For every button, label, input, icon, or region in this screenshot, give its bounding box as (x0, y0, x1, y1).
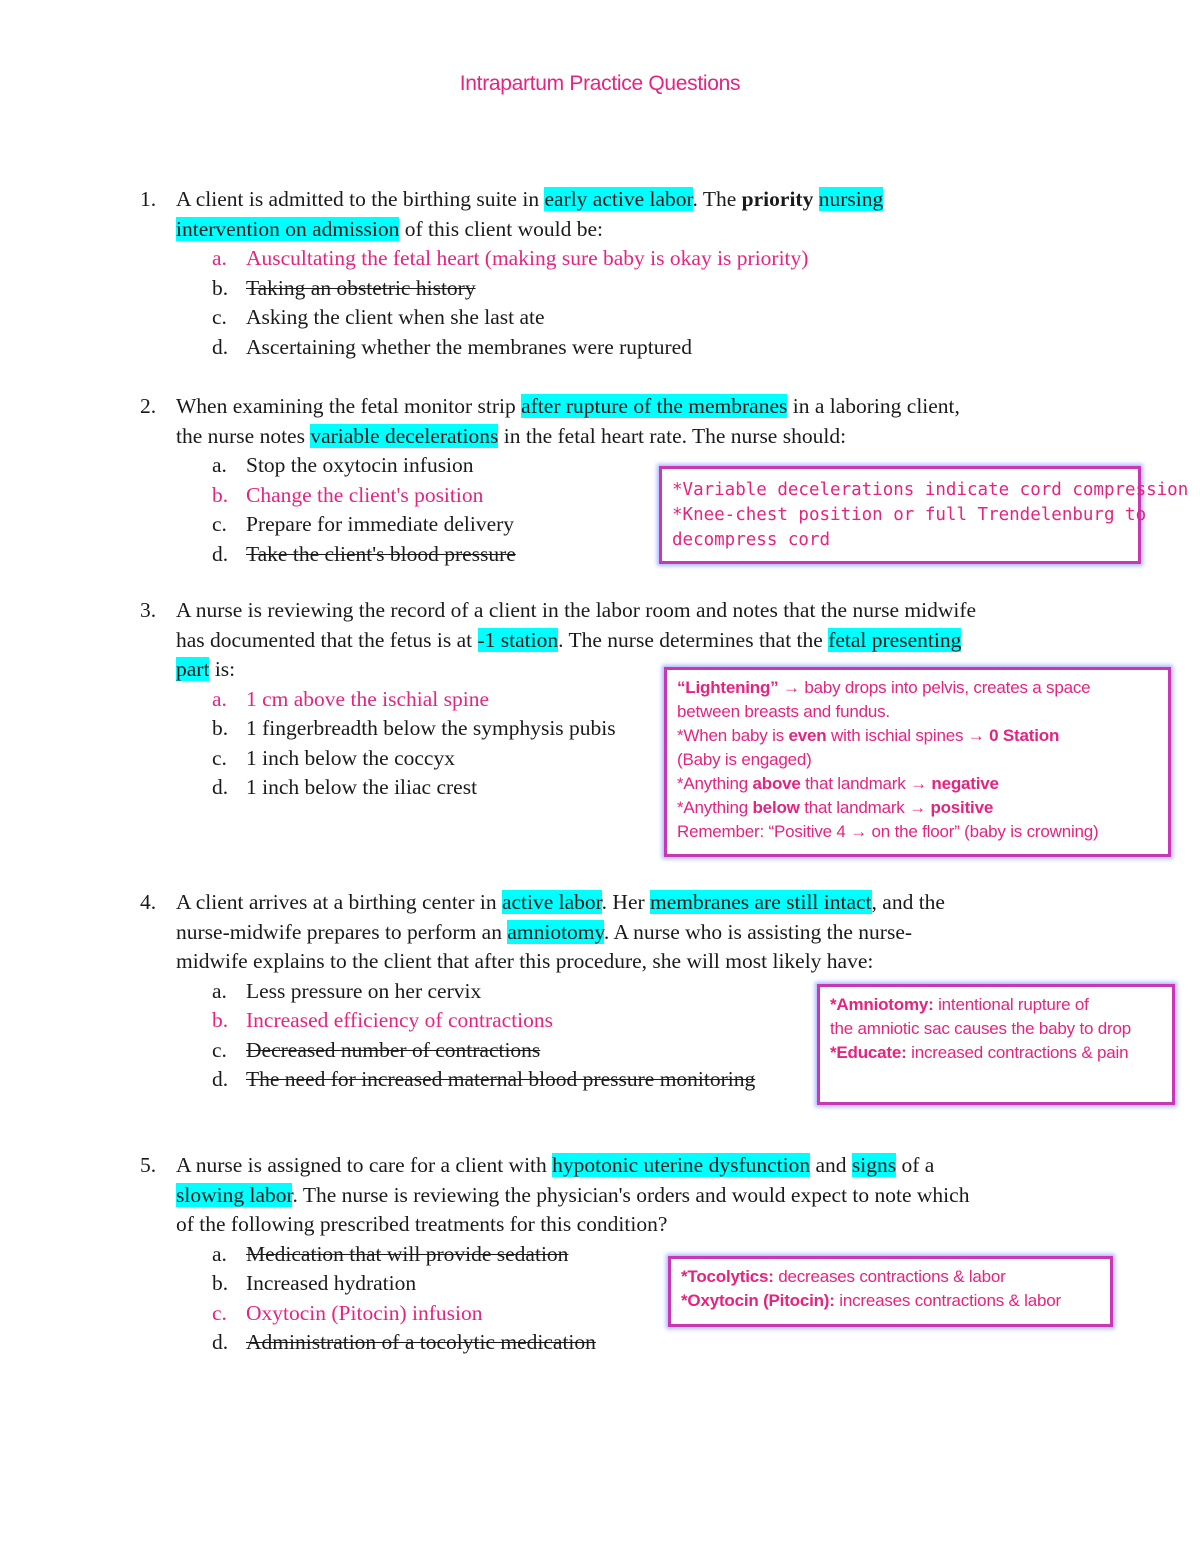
highlighted-text: amniotomy (507, 919, 604, 944)
option-text: 1 inch below the iliac crest (246, 775, 478, 799)
annotation-bold: below (752, 798, 800, 817)
highlighted-text: membranes are still intact (650, 890, 872, 914)
stem-text: . Her (601, 890, 651, 914)
option-text: Decreased number of contractions (246, 1037, 541, 1062)
highlighted-text: -1 station (477, 627, 559, 652)
answer-option-eliminated (140, 1328, 969, 1358)
option-text: 1 fingerbreadth below the symphysis pubis (246, 716, 616, 740)
annotation-text: *Anything (677, 798, 753, 817)
stem-text: the nurse notes (176, 423, 311, 448)
annotation-line (681, 1289, 1100, 1313)
stem-text: midwife explains to the client that after this procedure, she will most likely have: (176, 949, 874, 973)
highlighted-text: variable decelerations (310, 423, 499, 448)
highlighted-text: active labor (501, 890, 602, 914)
bold-text: priority (741, 187, 814, 211)
annotation-bold: above (752, 774, 801, 793)
option-letter: b. (212, 1008, 229, 1032)
annotation-text: intentional rupture of (933, 995, 1089, 1014)
annotation-text: increases contractions & labor (834, 1291, 1061, 1310)
question-number: 1. (140, 187, 157, 211)
option-letter: c. (212, 512, 227, 536)
annotation-line (677, 772, 1158, 796)
annotation-bold: *Tocolytics: (681, 1267, 774, 1286)
option-text: Prepare for immediate delivery (246, 512, 515, 536)
option-letter: a. (212, 978, 227, 1003)
question-stem-line (140, 947, 945, 977)
answer-option-eliminated (140, 274, 883, 304)
annotation-bold: positive (930, 798, 994, 817)
annotation-box-q2 (659, 466, 1189, 564)
option-letter: d. (212, 775, 229, 799)
question-stem-line (140, 1151, 969, 1181)
annotation-line: Remember: “Positive 4 → on the floor” (baby is crowning) (677, 822, 1099, 841)
option-text: Take the client's blood pressure (246, 541, 516, 566)
highlighted-text: intervention on admission (176, 216, 400, 241)
option-letter: a. (212, 686, 227, 711)
annotation-line (830, 993, 1162, 1017)
annotation-box-q4 (817, 984, 1175, 1105)
highlighted-text: early active labor (544, 187, 693, 211)
annotation-bold: negative (931, 774, 999, 793)
option-text: Administration of a tocolytic medication (246, 1330, 596, 1354)
stem-text: . The nurse determines that the (558, 627, 829, 652)
option-text: 1 cm above the ischial spine (246, 686, 489, 711)
question-stem-line (140, 1210, 969, 1240)
option-letter: c. (212, 305, 227, 329)
option-letter: d. (212, 541, 229, 566)
option-letter: c. (212, 1300, 227, 1325)
question-number: 2. (140, 394, 157, 418)
stem-text: A client arrives at a birthing center in (176, 890, 502, 914)
answer-option (140, 333, 883, 363)
stem-text: nurse-midwife prepares to perform an (176, 919, 508, 944)
annotation-bold: 0 Station (989, 726, 1060, 745)
annotation-bold: even (788, 726, 827, 745)
highlighted-text: nursing (818, 187, 884, 211)
option-letter: d. (212, 1067, 229, 1091)
annotation-text: decreases contractions & labor (773, 1267, 1006, 1286)
stem-text: A nurse is assigned to care for a client with (176, 1153, 553, 1177)
highlighted-text: signs (851, 1153, 897, 1177)
option-text: Auscultating the fetal heart (making sure baby is okay is priority) (246, 246, 809, 270)
highlighted-text: part (176, 657, 210, 681)
question-stem-line (140, 215, 883, 245)
question-stem-line (140, 626, 976, 656)
option-text: Taking an obstetric history (246, 275, 476, 300)
question-stem-line (140, 185, 883, 215)
option-letter: b. (212, 275, 229, 300)
stem-text: has documented that the fetus is at (176, 627, 478, 652)
annotation-text: with ischial spines → (826, 726, 990, 745)
page-title: Intrapartum Practice Questions (459, 72, 741, 95)
option-letter: b. (212, 482, 229, 507)
option-letter: b. (212, 1271, 229, 1295)
annotation-bold: “Lightening” → (677, 678, 800, 697)
stem-text: When examining the fetal monitor strip (176, 394, 522, 418)
question-number: 3. (140, 598, 157, 622)
annotation-line (830, 1041, 1162, 1065)
annotation-line: *Knee-chest position or full Trendelenburg to (672, 505, 1147, 525)
stem-text: of this client would be: (399, 216, 603, 241)
stem-text: A client is admitted to the birthing suite in (176, 187, 545, 211)
stem-text: . The (692, 187, 742, 211)
stem-text (813, 187, 818, 211)
option-letter: c. (212, 745, 227, 770)
option-text: The need for increased maternal blood pressure monitoring (246, 1067, 756, 1091)
annotation-bold: *Educate: (830, 1043, 907, 1062)
option-text: Asking the client when she last ate (246, 305, 545, 329)
annotation-bold: *Oxytocin (Pitocin): (681, 1291, 835, 1310)
question-stem-line (140, 888, 945, 918)
stem-text: of a (896, 1153, 935, 1177)
option-letter: c. (212, 1037, 227, 1062)
annotation-text: *Anything (677, 774, 753, 793)
answer-options (140, 244, 883, 362)
option-letter: a. (212, 1241, 227, 1266)
option-text: Medication that will provide sedation (246, 1241, 569, 1266)
question-stem-line (140, 422, 960, 452)
stem-text: and (810, 1153, 852, 1177)
annotation-line: (Baby is engaged) (677, 750, 812, 769)
option-text: Ascertaining whether the membranes were ruptured (246, 334, 692, 359)
option-letter: d. (212, 1330, 229, 1354)
option-letter: d. (212, 334, 229, 359)
annotation-text: that landmark → (799, 798, 931, 817)
answer-option-correct (140, 244, 883, 274)
stem-text: , and the (871, 890, 945, 914)
annotation-line: between breasts and fundus. (677, 702, 890, 721)
highlighted-text: hypotonic uterine dysfunction (552, 1153, 811, 1177)
answer-option (140, 303, 883, 333)
question-stem-line (140, 918, 945, 948)
stem-text: is: (209, 657, 236, 681)
annotation-bold: *Amniotomy: (830, 995, 934, 1014)
annotation-box-q5 (668, 1256, 1113, 1327)
annotation-line (677, 676, 1158, 700)
option-letter: a. (212, 246, 227, 270)
annotation-line: decompress cord (672, 530, 831, 550)
option-text: Oxytocin (Pitocin) infusion (246, 1300, 483, 1325)
question-stem-line (140, 1181, 969, 1211)
stem-text: A nurse is reviewing the record of a client in the labor room and notes that the nurse midwife (176, 598, 977, 622)
annotation-line (681, 1265, 1100, 1289)
annotation-line: the amniotic sac causes the baby to drop (830, 1019, 1132, 1038)
option-letter: a. (212, 453, 227, 477)
option-text: 1 inch below the coccyx (246, 745, 455, 770)
option-text: Stop the oxytocin infusion (246, 453, 474, 477)
option-text: Less pressure on her cervix (246, 978, 482, 1003)
stem-text: of the following prescribed treatments for this condition? (176, 1212, 668, 1236)
question-1 (140, 185, 883, 362)
annotation-text: increased contractions & pain (906, 1043, 1129, 1062)
annotation-text: baby drops into pelvis, creates a space (799, 678, 1091, 697)
question-stem-line (140, 596, 976, 626)
question-number: 4. (140, 890, 157, 914)
highlighted-text: slowing labor (176, 1182, 293, 1207)
question-stem-line (140, 392, 960, 422)
annotation-line (677, 796, 1158, 820)
option-text: Increased hydration (246, 1271, 417, 1295)
stem-text: in the fetal heart rate. The nurse should: (498, 423, 847, 448)
option-text: Increased efficiency of contractions (246, 1008, 554, 1032)
annotation-line: *Variable decelerations indicate cord compression (672, 480, 1189, 500)
annotation-text: *When baby is (677, 726, 789, 745)
stem-text: in a laboring client, (787, 394, 960, 418)
annotation-box-q3 (664, 667, 1171, 857)
stem-text: . A nurse who is assisting the nurse- (603, 919, 913, 944)
option-letter: b. (212, 716, 229, 740)
option-text: Change the client's position (246, 482, 484, 507)
stem-text: . The nurse is reviewing the physician's orders and would expect to note which (292, 1182, 970, 1207)
highlighted-text: after rupture of the membranes (521, 394, 788, 418)
question-number: 5. (140, 1153, 157, 1177)
highlighted-text: fetal presenting (828, 627, 962, 652)
annotation-line (677, 724, 1158, 748)
annotation-text: that landmark → (800, 774, 932, 793)
